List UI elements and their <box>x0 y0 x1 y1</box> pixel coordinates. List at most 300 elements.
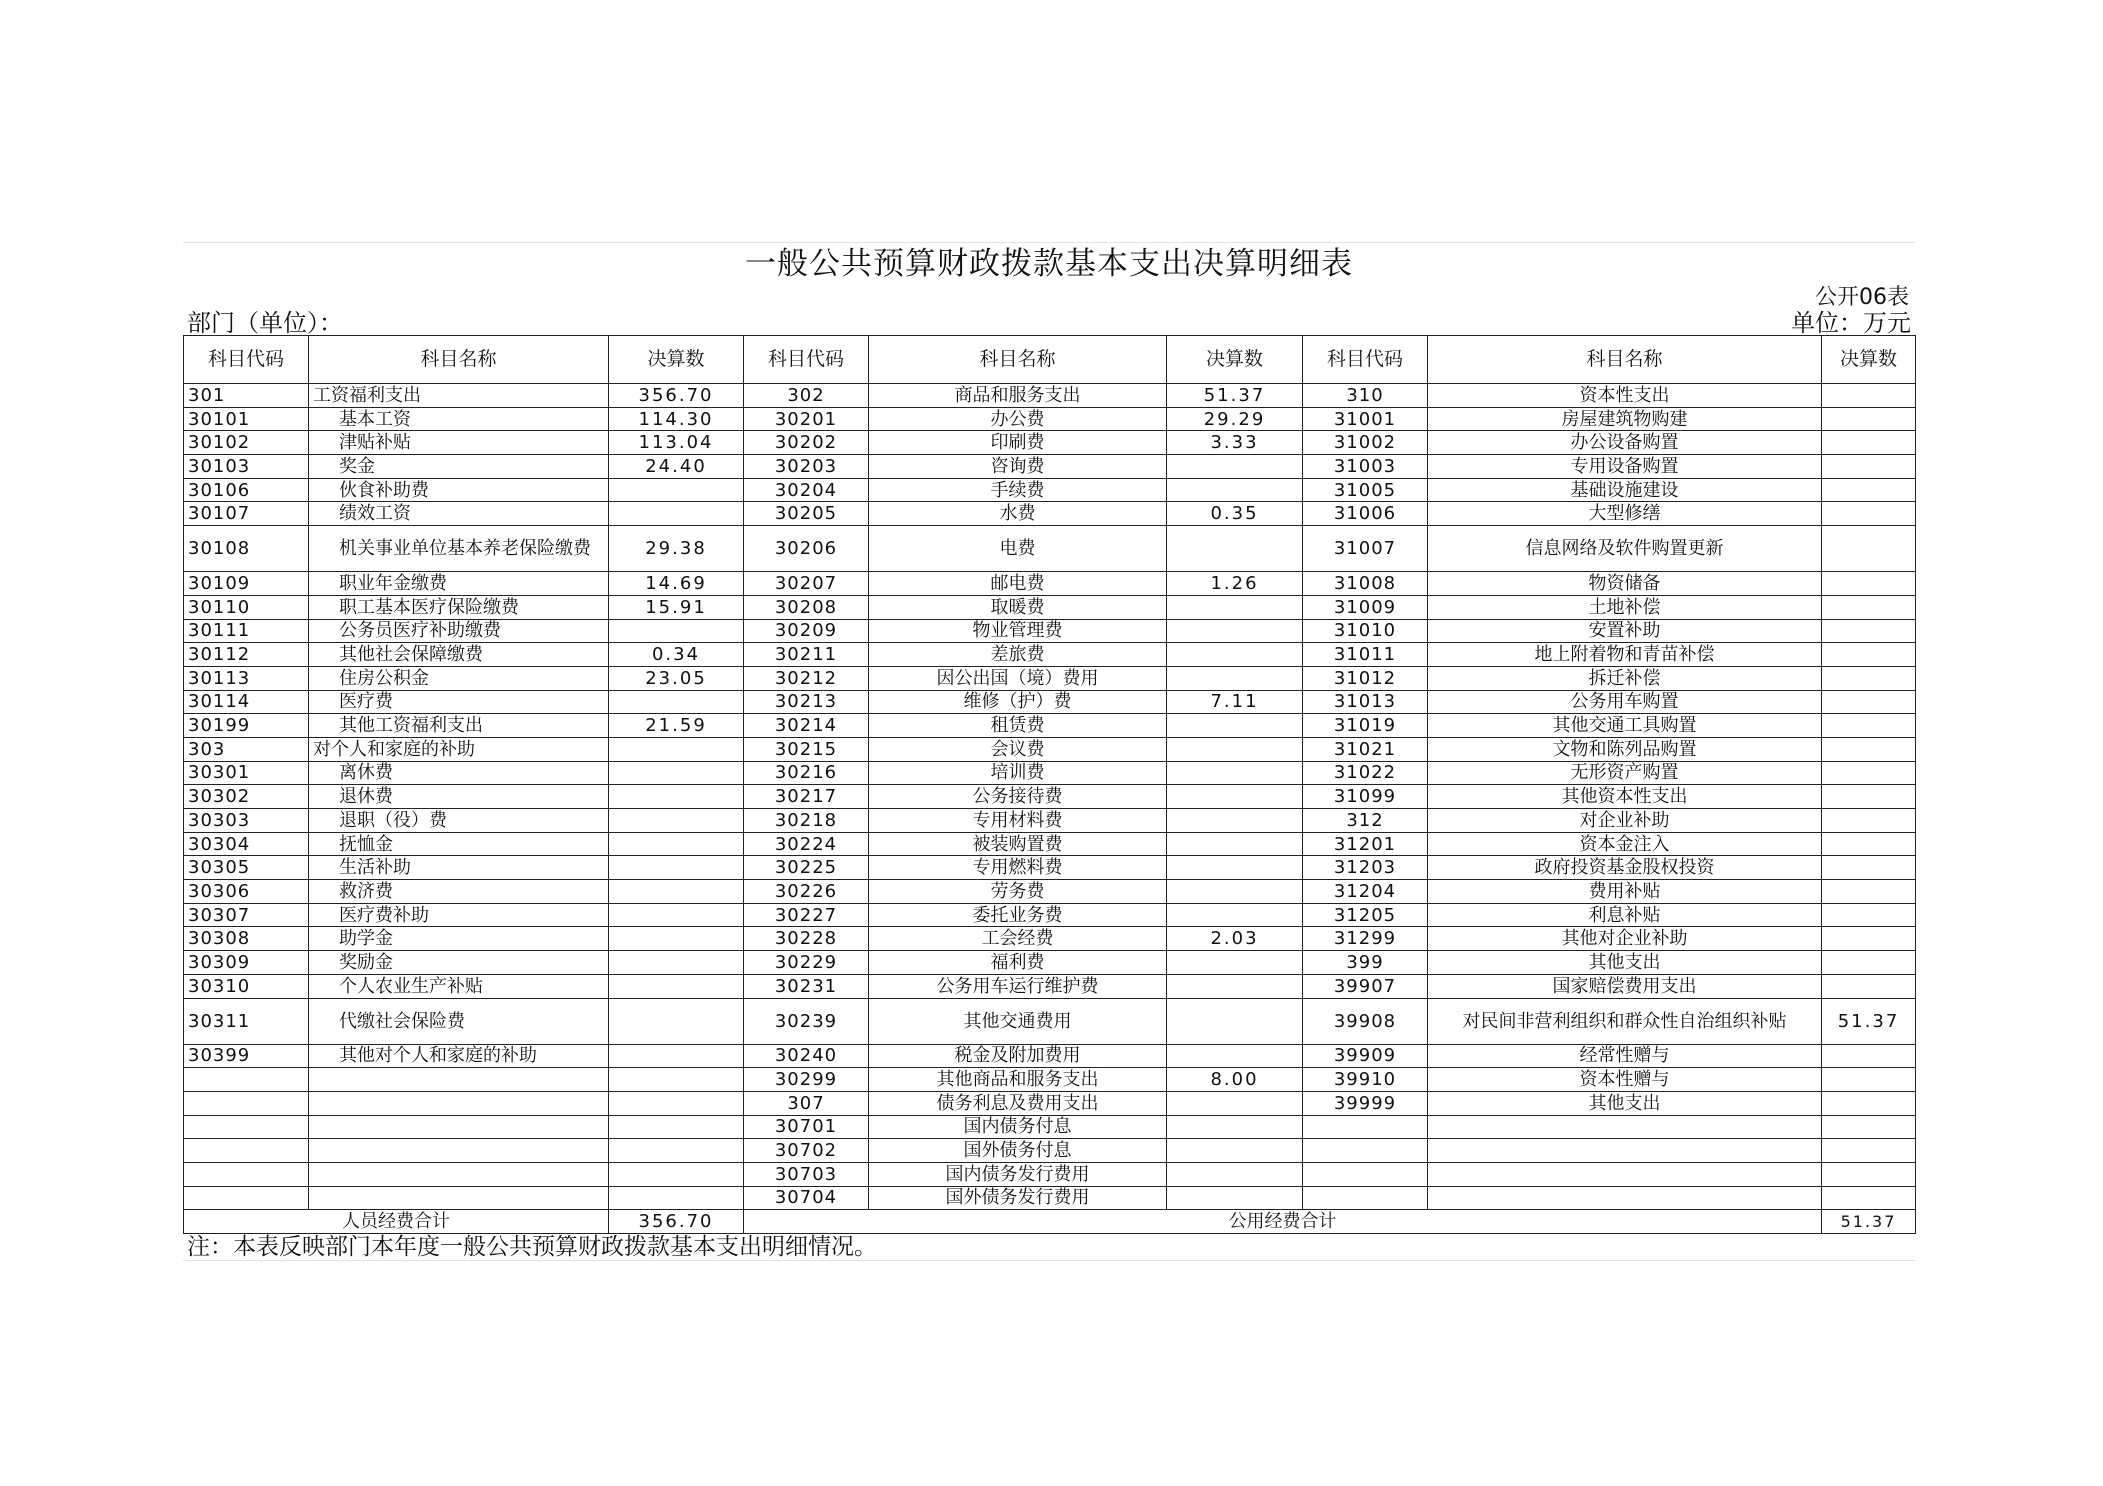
subject-code-cell: 30399 <box>184 1044 309 1068</box>
sheet-number: 公开06表 <box>1815 285 1909 310</box>
table-row <box>184 903 1916 927</box>
subject-code-cell <box>1303 1139 1428 1163</box>
subject-code-cell: 30213 <box>744 690 869 714</box>
subject-name-cell: 因公出国（境）费用 <box>869 666 1167 690</box>
subject-name-cell: 伙食补助费 <box>309 478 609 502</box>
amount-cell <box>609 974 744 998</box>
subject-code-cell <box>1303 1115 1428 1139</box>
subject-code-cell: 399 <box>1303 951 1428 975</box>
subject-name-cell: 国家赔偿费用支出 <box>1428 974 1822 998</box>
subject-code-cell: 39999 <box>1303 1091 1428 1115</box>
subject-code-cell: 30214 <box>744 714 869 738</box>
subject-name-cell <box>309 1139 609 1163</box>
amount-cell <box>609 1186 744 1210</box>
table-row <box>184 1044 1916 1068</box>
amount-cell <box>609 927 744 951</box>
subject-code-cell: 31013 <box>1303 690 1428 714</box>
subject-name-cell: 机关事业单位基本养老保险缴费 <box>309 526 609 572</box>
amount-cell <box>1822 974 1916 998</box>
subject-name-cell: 会议费 <box>869 737 1167 761</box>
amount-cell <box>609 1068 744 1092</box>
amount-cell <box>609 951 744 975</box>
table-row <box>184 998 1916 1044</box>
amount-cell <box>1167 1091 1303 1115</box>
subject-name-cell: 其他商品和服务支出 <box>869 1068 1167 1092</box>
table-row <box>184 526 1916 572</box>
subject-code-cell: 30310 <box>184 974 309 998</box>
subject-name-cell: 房屋建筑物购建 <box>1428 407 1822 431</box>
table-row <box>184 643 1916 667</box>
amount-cell <box>1822 455 1916 479</box>
amount-cell <box>1822 666 1916 690</box>
subject-name-cell: 劳务费 <box>869 880 1167 904</box>
amount-cell <box>1167 526 1303 572</box>
table-row <box>184 856 1916 880</box>
subject-code-cell: 30225 <box>744 856 869 880</box>
amount-cell <box>1822 880 1916 904</box>
amount-cell <box>609 809 744 833</box>
subject-code-cell: 30108 <box>184 526 309 572</box>
amount-cell <box>1167 1139 1303 1163</box>
amount-cell: 21.59 <box>609 714 744 738</box>
amount-cell <box>1822 431 1916 455</box>
table-body <box>184 384 1916 1210</box>
subject-name-cell: 救济费 <box>309 880 609 904</box>
table-row <box>184 595 1916 619</box>
amount-cell <box>1822 572 1916 596</box>
amount-cell <box>1822 903 1916 927</box>
amount-cell <box>1167 737 1303 761</box>
table-row <box>184 1091 1916 1115</box>
subject-name-cell: 奖金 <box>309 455 609 479</box>
amount-cell: 114.30 <box>609 407 744 431</box>
table-row <box>184 785 1916 809</box>
subject-code-cell: 30216 <box>744 761 869 785</box>
subject-name-cell: 物资储备 <box>1428 572 1822 596</box>
amount-cell: 0.34 <box>609 643 744 667</box>
amount-cell: 2.03 <box>1167 927 1303 951</box>
subject-name-cell: 其他对个人和家庭的补助 <box>309 1044 609 1068</box>
subject-code-cell: 31006 <box>1303 502 1428 526</box>
subject-name-cell: 公务用车运行维护费 <box>869 974 1167 998</box>
subject-code-cell: 30311 <box>184 998 309 1044</box>
subject-code-cell: 30703 <box>744 1162 869 1186</box>
subject-name-cell: 工资福利支出 <box>309 384 609 408</box>
subject-code-cell: 31009 <box>1303 595 1428 619</box>
amount-cell <box>1167 974 1303 998</box>
subject-code-cell: 31021 <box>1303 737 1428 761</box>
amount-cell <box>609 737 744 761</box>
subject-code-cell: 31002 <box>1303 431 1428 455</box>
amount-cell <box>1167 643 1303 667</box>
subject-name-cell <box>1428 1186 1822 1210</box>
unit-label: 单位：万元 <box>1791 309 1911 337</box>
subject-name-cell: 对企业补助 <box>1428 809 1822 833</box>
personnel-total-label: 人员经费合计 <box>184 1210 609 1234</box>
subject-name-cell: 其他社会保障缴费 <box>309 643 609 667</box>
subject-code-cell: 30107 <box>184 502 309 526</box>
subject-name-cell: 离休费 <box>309 761 609 785</box>
amount-cell <box>1822 619 1916 643</box>
subject-name-cell: 基本工资 <box>309 407 609 431</box>
subject-name-cell: 对民间非营利组织和群众性自治组织补贴 <box>1428 998 1822 1044</box>
subject-name-cell: 政府投资基金股权投资 <box>1428 856 1822 880</box>
subject-name-cell: 印刷费 <box>869 431 1167 455</box>
subject-code-cell: 30704 <box>744 1186 869 1210</box>
amount-cell <box>1167 1186 1303 1210</box>
amount-cell: 14.69 <box>609 572 744 596</box>
amount-cell <box>1167 785 1303 809</box>
amount-cell <box>609 619 744 643</box>
subject-name-cell: 电费 <box>869 526 1167 572</box>
subject-name-cell: 其他支出 <box>1428 951 1822 975</box>
subject-code-cell: 30231 <box>744 974 869 998</box>
subject-code-cell: 30110 <box>184 595 309 619</box>
subject-name-cell: 个人农业生产补贴 <box>309 974 609 998</box>
table-row <box>184 1139 1916 1163</box>
amount-cell <box>609 1044 744 1068</box>
amount-cell <box>1167 998 1303 1044</box>
subject-name-cell: 退职（役）费 <box>309 809 609 833</box>
amount-cell <box>609 690 744 714</box>
subject-code-cell: 30102 <box>184 431 309 455</box>
subject-name-cell: 办公费 <box>869 407 1167 431</box>
subject-code-cell: 30111 <box>184 619 309 643</box>
subject-code-cell: 303 <box>184 737 309 761</box>
amount-cell: 356.70 <box>609 384 744 408</box>
subject-name-cell: 助学金 <box>309 927 609 951</box>
subject-name-cell: 福利费 <box>869 951 1167 975</box>
amount-cell <box>609 1139 744 1163</box>
subject-name-cell: 住房公积金 <box>309 666 609 690</box>
subject-name-cell: 其他交通费用 <box>869 998 1167 1044</box>
amount-cell <box>1822 526 1916 572</box>
subject-name-cell <box>1428 1115 1822 1139</box>
subject-code-cell: 312 <box>1303 809 1428 833</box>
amount-cell: 8.00 <box>1167 1068 1303 1092</box>
subject-code-cell <box>184 1091 309 1115</box>
amount-cell <box>1822 927 1916 951</box>
amount-cell <box>1167 1162 1303 1186</box>
subject-name-cell: 退休费 <box>309 785 609 809</box>
header-cell: 科目代码 <box>184 336 309 384</box>
header-cell: 决算数 <box>1822 336 1916 384</box>
subject-code-cell: 30305 <box>184 856 309 880</box>
table-row <box>184 1162 1916 1186</box>
subject-code-cell: 31205 <box>1303 903 1428 927</box>
subject-name-cell <box>309 1115 609 1139</box>
subject-name-cell: 无形资产购置 <box>1428 761 1822 785</box>
subject-code-cell: 31204 <box>1303 880 1428 904</box>
subject-name-cell: 其他支出 <box>1428 1091 1822 1115</box>
table-row <box>184 974 1916 998</box>
amount-cell: 0.35 <box>1167 502 1303 526</box>
amount-cell <box>1167 856 1303 880</box>
amount-cell <box>1167 903 1303 927</box>
subject-name-cell: 国外债务付息 <box>869 1139 1167 1163</box>
subject-name-cell: 专用材料费 <box>869 809 1167 833</box>
subject-code-cell: 30308 <box>184 927 309 951</box>
table-row <box>184 1115 1916 1139</box>
subject-code-cell <box>1303 1186 1428 1210</box>
subject-name-cell: 办公设备购置 <box>1428 431 1822 455</box>
table-row <box>184 1186 1916 1210</box>
subject-name-cell: 资本金注入 <box>1428 832 1822 856</box>
subject-name-cell: 公务接待费 <box>869 785 1167 809</box>
subject-code-cell: 31299 <box>1303 927 1428 951</box>
subject-code-cell: 31001 <box>1303 407 1428 431</box>
subject-name-cell: 培训费 <box>869 761 1167 785</box>
subject-code-cell: 30217 <box>744 785 869 809</box>
amount-cell <box>609 502 744 526</box>
amount-cell <box>609 880 744 904</box>
table-row <box>184 1068 1916 1092</box>
personnel-total-value: 356.70 <box>609 1210 744 1234</box>
amount-cell <box>1167 1044 1303 1068</box>
subject-code-cell: 31007 <box>1303 526 1428 572</box>
table-row <box>184 572 1916 596</box>
subject-code-cell: 30114 <box>184 690 309 714</box>
amount-cell <box>1822 951 1916 975</box>
public-total-label: 公用经费合计 <box>744 1210 1822 1234</box>
subject-code-cell: 39907 <box>1303 974 1428 998</box>
subject-name-cell: 专用设备购置 <box>1428 455 1822 479</box>
amount-cell: 7.11 <box>1167 690 1303 714</box>
subject-code-cell: 30229 <box>744 951 869 975</box>
amount-cell <box>1822 478 1916 502</box>
subject-code-cell: 30227 <box>744 903 869 927</box>
amount-cell <box>1822 1162 1916 1186</box>
subject-name-cell: 税金及附加费用 <box>869 1044 1167 1068</box>
amount-cell <box>609 856 744 880</box>
subject-code-cell: 31005 <box>1303 478 1428 502</box>
subject-name-cell: 咨询费 <box>869 455 1167 479</box>
table-row <box>184 927 1916 951</box>
header-cell: 科目代码 <box>1303 336 1428 384</box>
subject-code-cell: 31022 <box>1303 761 1428 785</box>
subject-name-cell: 费用补贴 <box>1428 880 1822 904</box>
subject-name-cell: 津贴补贴 <box>309 431 609 455</box>
subject-name-cell: 其他交通工具购置 <box>1428 714 1822 738</box>
totals-row <box>184 1210 1916 1234</box>
amount-cell <box>1822 690 1916 714</box>
report-sheet <box>183 242 1915 1261</box>
subject-name-cell: 差旅费 <box>869 643 1167 667</box>
subject-name-cell: 其他资本性支出 <box>1428 785 1822 809</box>
subject-code-cell: 302 <box>744 384 869 408</box>
subject-name-cell: 国内债务发行费用 <box>869 1162 1167 1186</box>
subject-code-cell: 30215 <box>744 737 869 761</box>
amount-cell <box>1822 407 1916 431</box>
amount-cell <box>1167 666 1303 690</box>
amount-cell: 23.05 <box>609 666 744 690</box>
subject-code-cell: 30208 <box>744 595 869 619</box>
table-row <box>184 431 1916 455</box>
subject-code-cell <box>1303 1162 1428 1186</box>
subject-code-cell: 31010 <box>1303 619 1428 643</box>
subject-name-cell: 租赁费 <box>869 714 1167 738</box>
amount-cell <box>1822 595 1916 619</box>
table-row <box>184 880 1916 904</box>
amount-cell <box>609 478 744 502</box>
public-total-value: 51.37 <box>1822 1210 1916 1234</box>
subject-name-cell: 安置补助 <box>1428 619 1822 643</box>
subject-name-cell: 文物和陈列品购置 <box>1428 737 1822 761</box>
subject-code-cell: 30206 <box>744 526 869 572</box>
subject-name-cell: 委托业务费 <box>869 903 1167 927</box>
amount-cell <box>609 1091 744 1115</box>
subject-name-cell: 生活补助 <box>309 856 609 880</box>
subject-code-cell: 30202 <box>744 431 869 455</box>
subject-code-cell: 30224 <box>744 832 869 856</box>
amount-cell <box>1822 832 1916 856</box>
amount-cell <box>1822 856 1916 880</box>
amount-cell <box>1167 478 1303 502</box>
subject-name-cell: 被装购置费 <box>869 832 1167 856</box>
amount-cell <box>1167 455 1303 479</box>
subject-name-cell: 取暖费 <box>869 595 1167 619</box>
subject-code-cell: 30211 <box>744 643 869 667</box>
amount-cell <box>1167 619 1303 643</box>
subject-name-cell: 利息补贴 <box>1428 903 1822 927</box>
table-row <box>184 832 1916 856</box>
subject-name-cell: 医疗费 <box>309 690 609 714</box>
subject-name-cell: 资本性支出 <box>1428 384 1822 408</box>
amount-cell: 24.40 <box>609 455 744 479</box>
amount-cell: 15.91 <box>609 595 744 619</box>
subject-name-cell: 其他对企业补助 <box>1428 927 1822 951</box>
subject-name-cell: 大型修缮 <box>1428 502 1822 526</box>
amount-cell <box>1822 809 1916 833</box>
subject-code-cell <box>184 1115 309 1139</box>
subject-code-cell: 30302 <box>184 785 309 809</box>
amount-cell <box>1822 1139 1916 1163</box>
amount-cell <box>609 1115 744 1139</box>
subject-code-cell <box>184 1162 309 1186</box>
subject-code-cell: 30112 <box>184 643 309 667</box>
expenditure-table <box>183 335 1916 1234</box>
subject-code-cell: 30307 <box>184 903 309 927</box>
amount-cell <box>609 761 744 785</box>
subject-code-cell: 30218 <box>744 809 869 833</box>
table-row <box>184 690 1916 714</box>
amount-cell <box>1822 1044 1916 1068</box>
amount-cell <box>609 998 744 1044</box>
subject-code-cell: 30299 <box>744 1068 869 1092</box>
subject-code-cell: 30101 <box>184 407 309 431</box>
subject-code-cell: 30228 <box>744 927 869 951</box>
report-title: 一般公共预算财政拨款基本支出决算明细表 <box>183 242 1915 285</box>
subject-code-cell <box>184 1139 309 1163</box>
subject-code-cell: 31201 <box>1303 832 1428 856</box>
amount-cell <box>609 832 744 856</box>
subject-code-cell: 31203 <box>1303 856 1428 880</box>
subject-name-cell: 其他工资福利支出 <box>309 714 609 738</box>
amount-cell <box>1167 951 1303 975</box>
subject-name-cell: 水费 <box>869 502 1167 526</box>
subject-name-cell: 基础设施建设 <box>1428 478 1822 502</box>
table-row <box>184 478 1916 502</box>
subject-name-cell <box>309 1186 609 1210</box>
amount-cell: 1.26 <box>1167 572 1303 596</box>
header-row <box>184 336 1916 384</box>
subject-code-cell: 30306 <box>184 880 309 904</box>
subject-code-cell: 39910 <box>1303 1068 1428 1092</box>
subject-name-cell: 公务员医疗补助缴费 <box>309 619 609 643</box>
department-label: 部门（单位）： <box>187 309 343 337</box>
table-row <box>184 502 1916 526</box>
header-cell: 科目名称 <box>1428 336 1822 384</box>
subject-code-cell: 30203 <box>744 455 869 479</box>
amount-cell <box>1822 384 1916 408</box>
subject-code-cell: 30304 <box>184 832 309 856</box>
subject-code-cell: 30309 <box>184 951 309 975</box>
subject-name-cell: 维修（护）费 <box>869 690 1167 714</box>
subject-code-cell: 31012 <box>1303 666 1428 690</box>
subject-code-cell: 39908 <box>1303 998 1428 1044</box>
table-row <box>184 384 1916 408</box>
amount-cell <box>609 903 744 927</box>
subject-name-cell: 抚恤金 <box>309 832 609 856</box>
amount-cell <box>609 785 744 809</box>
subject-code-cell: 39909 <box>1303 1044 1428 1068</box>
subject-code-cell: 31011 <box>1303 643 1428 667</box>
subject-code-cell: 31008 <box>1303 572 1428 596</box>
subject-code-cell: 31003 <box>1303 455 1428 479</box>
amount-cell <box>1822 502 1916 526</box>
table-row <box>184 407 1916 431</box>
subject-code-cell: 30301 <box>184 761 309 785</box>
subject-code-cell <box>184 1186 309 1210</box>
subject-code-cell: 30109 <box>184 572 309 596</box>
subject-code-cell <box>184 1068 309 1092</box>
subject-name-cell: 职工基本医疗保险缴费 <box>309 595 609 619</box>
table-note: 注：本表反映部门本年度一般公共预算财政拨款基本支出明细情况。 <box>183 1234 1915 1261</box>
subject-code-cell: 30209 <box>744 619 869 643</box>
header-cell: 决算数 <box>609 336 744 384</box>
subject-name-cell: 拆迁补偿 <box>1428 666 1822 690</box>
subject-name-cell: 手续费 <box>869 478 1167 502</box>
amount-cell <box>1167 809 1303 833</box>
subject-name-cell: 代缴社会保险费 <box>309 998 609 1044</box>
report-meta <box>183 311 1915 335</box>
subject-code-cell: 31099 <box>1303 785 1428 809</box>
subject-name-cell: 专用燃料费 <box>869 856 1167 880</box>
subject-code-cell: 30199 <box>184 714 309 738</box>
subject-name-cell <box>309 1162 609 1186</box>
subject-name-cell <box>1428 1162 1822 1186</box>
amount-cell: 29.38 <box>609 526 744 572</box>
table-row <box>184 455 1916 479</box>
table-row <box>184 761 1916 785</box>
header-cell: 科目名称 <box>869 336 1167 384</box>
amount-cell <box>1822 643 1916 667</box>
table-row <box>184 666 1916 690</box>
amount-cell <box>609 1162 744 1186</box>
amount-cell <box>1167 714 1303 738</box>
subject-name-cell: 工会经费 <box>869 927 1167 951</box>
subject-code-cell: 30240 <box>744 1044 869 1068</box>
amount-cell <box>1822 1091 1916 1115</box>
table-row <box>184 737 1916 761</box>
subject-name-cell <box>309 1091 609 1115</box>
table-row <box>184 619 1916 643</box>
subject-name-cell: 商品和服务支出 <box>869 384 1167 408</box>
amount-cell <box>1167 880 1303 904</box>
subject-code-cell: 30303 <box>184 809 309 833</box>
amount-cell: 51.37 <box>1167 384 1303 408</box>
header-cell: 科目名称 <box>309 336 609 384</box>
